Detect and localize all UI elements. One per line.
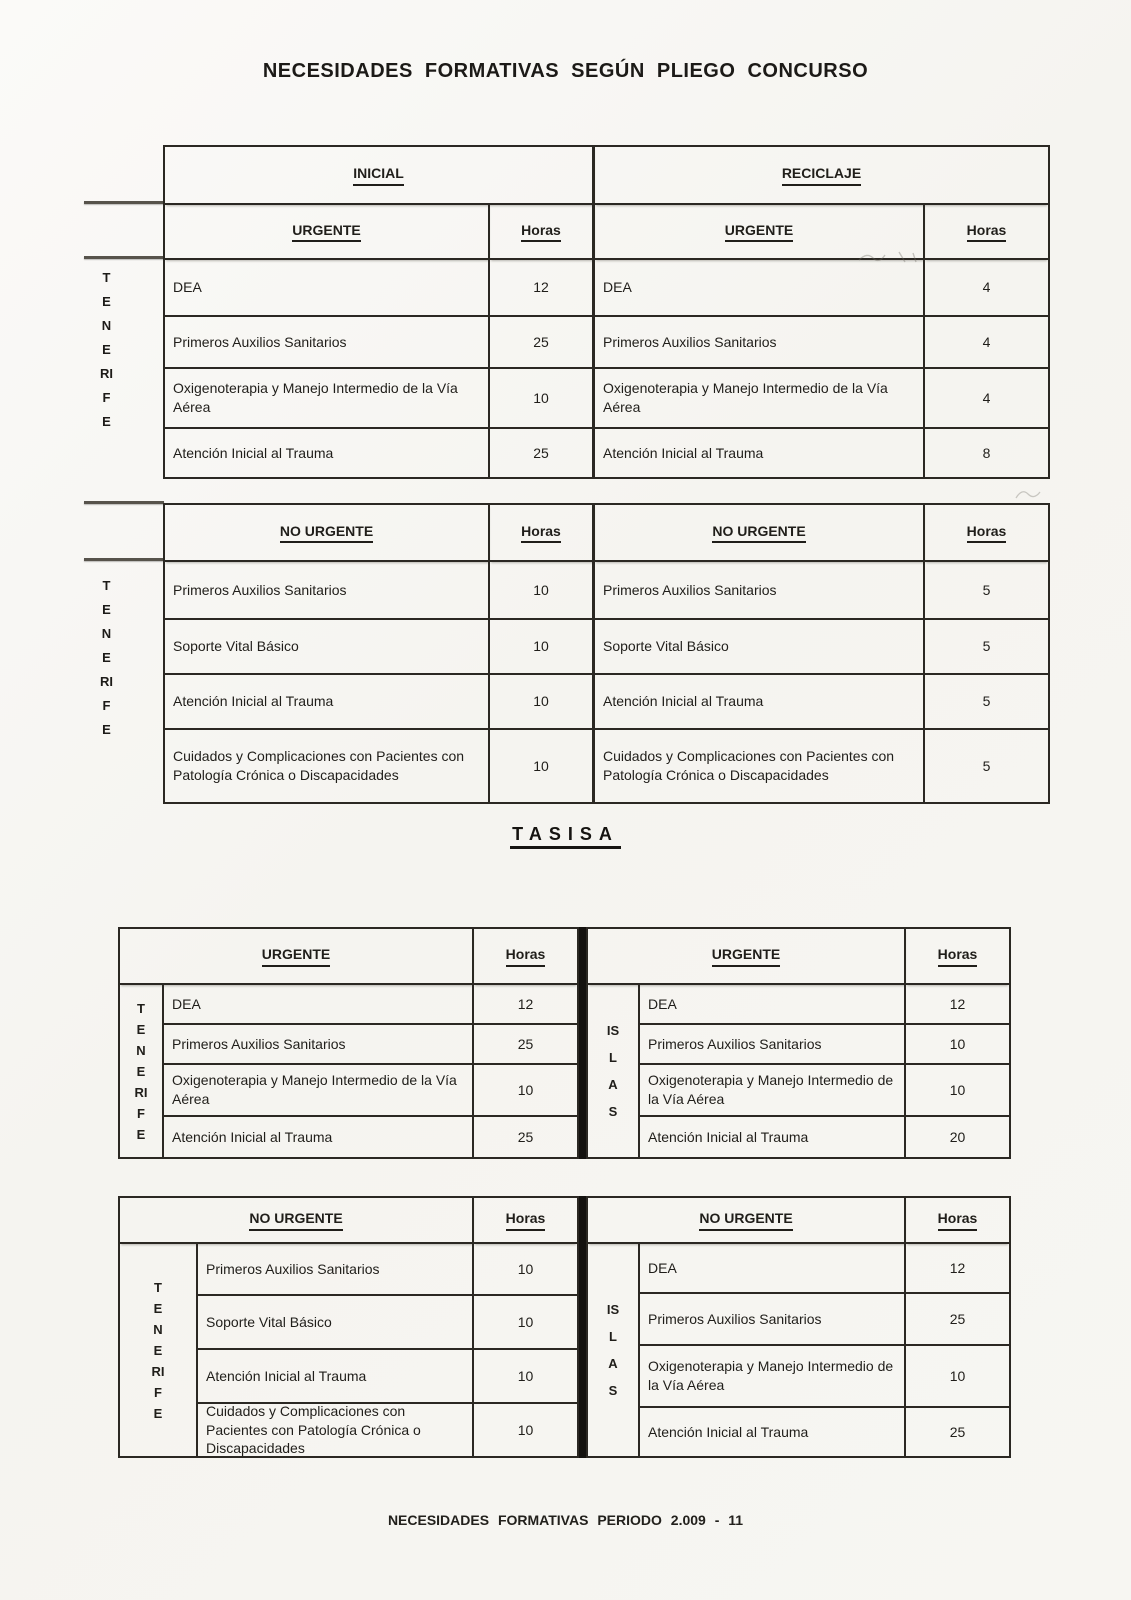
column-header-horas-inicial: Horas [490, 205, 595, 260]
column-header-no-urgente-reciclaje: NO URGENTE [595, 505, 925, 562]
column-group-reciclaje: RECICLAJE [595, 147, 1048, 205]
table-cell-hours: 12 [474, 985, 577, 1025]
tasisa-no-urgente-tenerife [118, 1196, 579, 1458]
tasisa-no-urgente-table [118, 1196, 1011, 1458]
section-heading-tasisa: TASISA [0, 824, 1131, 845]
table-cell-hours: 10 [906, 1065, 1009, 1117]
table-cell-hours: 10 [906, 1025, 1009, 1065]
table-cell-hours: 25 [490, 429, 595, 477]
table-cell-course: DEA [165, 260, 490, 317]
tasisa-urgente-tenerife [118, 927, 579, 1159]
table-cell-course: Primeros Auxilios Sanitarios [165, 562, 490, 620]
table-cell-hours: 4 [925, 260, 1048, 317]
column-header-horas: Horas [906, 1198, 1009, 1244]
table-cell-course: Soporte Vital Básico [165, 620, 490, 675]
table-half-divider [579, 927, 586, 1159]
table-cell-hours: 10 [474, 1244, 577, 1296]
table-cell-hours: 5 [925, 675, 1048, 730]
region-label-tenerife: TENERIFE [120, 985, 164, 1157]
table-cell-course: Primeros Auxilios Sanitarios [640, 1025, 906, 1065]
tenerife-vertical-label: TENERIFE [100, 270, 113, 429]
column-header-no-urgente: NO URGENTE [120, 1198, 474, 1244]
table-cell-hours: 5 [925, 620, 1048, 675]
table-cell-course: Oxigenoterapia y Manejo Intermedio de la Vía Aérea [640, 1346, 906, 1408]
table-cell-hours: 10 [517, 1421, 534, 1438]
tasisa-urgente-table [118, 927, 1011, 1159]
table-cell-course: Oxigenoterapia y Manejo Intermedio de la Vía Aérea [164, 1065, 474, 1117]
table-cell-course: DEA [640, 985, 906, 1025]
column-header-no-urgente: NO URGENTE [588, 1198, 906, 1244]
table-cell-hours: 10 [490, 369, 595, 429]
table-cell-course: Atención Inicial al Trauma [198, 1350, 474, 1404]
table-cell-hours: 4 [925, 369, 1048, 429]
tasisa-no-urgente-islas [586, 1196, 1011, 1458]
column-header-urgente: URGENTE [588, 929, 906, 985]
table-cell-course: Primeros Auxilios Sanitarios [198, 1244, 474, 1296]
table-cell-course: Soporte Vital Básico [595, 620, 925, 675]
table-cell-course: Oxigenoterapia y Manejo Intermedio de la Vía Aérea [640, 1065, 906, 1117]
table-cell-course: Atención Inicial al Trauma [595, 675, 925, 730]
tasisa-urgente-islas [586, 927, 1011, 1159]
table-cell-course: Atención Inicial al Trauma [640, 1117, 906, 1157]
pliego-urgente-table [163, 145, 1050, 479]
table-cell-course: Cuidados y Complicaciones con Pacientes con Patología Crónica o Discapacidades [198, 1404, 474, 1456]
table-cell-hours: 25 [474, 1025, 577, 1065]
table-cell-hours: 10 [490, 730, 595, 802]
table-cell-hours: 12 [490, 260, 595, 317]
margin-rule-line [84, 201, 164, 204]
table-cell-hours: 10 [474, 1350, 577, 1404]
margin-rule-line [84, 501, 164, 504]
table-cell-hours: 10 [906, 1346, 1009, 1408]
margin-rule-line [84, 558, 164, 561]
table-cell-course: Atención Inicial al Trauma [595, 429, 925, 477]
column-header-horas: Horas [474, 1198, 577, 1244]
page-footer: NECESIDADES FORMATIVAS PERIODO 2.009 - 11 [387, 1512, 744, 1528]
table-cell-hours: 4 [925, 317, 1048, 369]
column-header-horas-reciclaje: Horas [925, 205, 1048, 260]
column-header-horas-inicial: Horas [490, 505, 595, 562]
table-cell-course: Atención Inicial al Trauma [164, 1117, 474, 1157]
column-header-horas: Horas [474, 929, 577, 985]
column-header-urgente-inicial: URGENTE [165, 205, 490, 260]
table-cell-course: DEA [595, 260, 925, 317]
region-label-tenerife: TENERIFE [120, 1244, 198, 1456]
table-cell-hours: 8 [982, 444, 991, 461]
table-cell-course: DEA [164, 985, 474, 1025]
region-label-tenerife-2 [99, 574, 114, 742]
table-cell-course: Atención Inicial al Trauma [640, 1408, 906, 1456]
scan-artifact-mark [1012, 484, 1052, 504]
page-title: NECESIDADES FORMATIVAS SEGÚN PLIEGO CONCURSO [262, 60, 869, 82]
column-group-inicial: INICIAL [165, 147, 595, 205]
table-cell-course: Oxigenoterapia y Manejo Intermedio de la Vía Aérea [595, 369, 925, 429]
table-cell-course: Primeros Auxilios Sanitarios [165, 317, 490, 369]
table-cell-hours: 12 [906, 1244, 1009, 1294]
table-cell-hours: 10 [490, 620, 595, 675]
table-cell-hours: 10 [474, 1065, 577, 1117]
table-cell-hours: 10 [490, 562, 595, 620]
table-cell-course: Atención Inicial al Trauma [165, 675, 490, 730]
table-cell-course: Oxigenoterapia y Manejo Intermedio de la Vía Aérea [165, 369, 490, 429]
region-label-islas: ISLAS [588, 985, 640, 1157]
table-cell-course: Primeros Auxilios Sanitarios [640, 1294, 906, 1346]
table-cell-hours: 20 [949, 1128, 966, 1145]
table-cell-course: Cuidados y Complicaciones con Pacientes con Patología Crónica o Discapacidades [165, 730, 490, 802]
region-label-tenerife-1 [99, 266, 114, 434]
table-cell-hours: 10 [474, 1296, 577, 1350]
pliego-no-urgente-table [163, 503, 1050, 804]
column-header-horas: Horas [906, 929, 1009, 985]
table-cell-hours: 25 [517, 1128, 534, 1145]
column-header-horas-reciclaje: Horas [925, 505, 1048, 562]
tenerife-vertical-label: TENERIFE [100, 578, 113, 737]
column-header-urgente-reciclaje: URGENTE [595, 205, 925, 260]
region-label-islas: ISLAS [588, 1244, 640, 1456]
table-cell-hours: 10 [490, 675, 595, 730]
table-cell-hours: 25 [949, 1423, 966, 1440]
table-cell-course: Primeros Auxilios Sanitarios [164, 1025, 474, 1065]
table-cell-hours: 5 [925, 562, 1048, 620]
table-cell-hours: 5 [982, 757, 991, 774]
table-cell-course: Soporte Vital Básico [198, 1296, 474, 1350]
scan-artifact-mark [855, 248, 925, 266]
table-cell-course: Primeros Auxilios Sanitarios [595, 562, 925, 620]
table-cell-course: Primeros Auxilios Sanitarios [595, 317, 925, 369]
column-header-urgente: URGENTE [120, 929, 474, 985]
column-header-no-urgente-inicial: NO URGENTE [165, 505, 490, 562]
table-half-divider [579, 1196, 586, 1458]
table-cell-course: Atención Inicial al Trauma [165, 429, 490, 477]
table-cell-course: Cuidados y Complicaciones con Pacientes con Patología Crónica o Discapacidades [595, 730, 925, 802]
table-cell-hours: 12 [906, 985, 1009, 1025]
table-cell-hours: 25 [490, 317, 595, 369]
table-cell-hours: 25 [906, 1294, 1009, 1346]
margin-rule-line [84, 256, 164, 259]
table-cell-course: DEA [640, 1244, 906, 1294]
